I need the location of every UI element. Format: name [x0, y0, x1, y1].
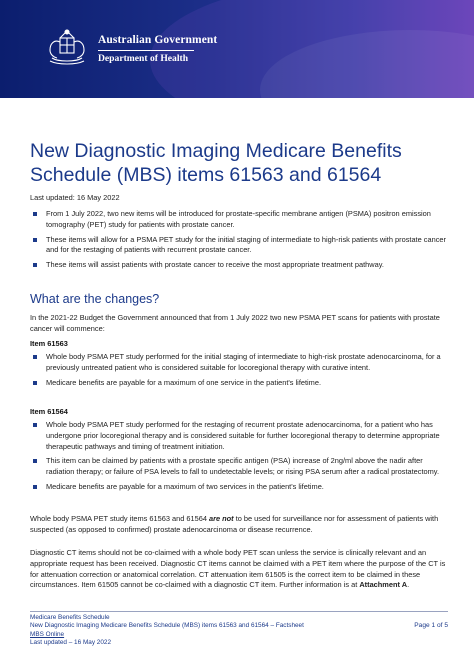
footer	[30, 614, 304, 648]
item-61564-bullets	[30, 420, 448, 497]
surveillance-text: Whole body PSMA PET study items 61563 and 61564	[30, 514, 209, 523]
department-name: Department of Health	[98, 53, 189, 64]
list-item: These items will assist patients with prostate cancer to receive the most appropriate treatment pathway.	[30, 260, 448, 271]
item-heading-61564: Item 61564	[30, 407, 68, 416]
ct-text: Diagnostic CT items should not be co-claimed with a whole body PET scan unless the service is clinically relevant and an appropriate request has been received. Diagnostic CT items cannot be claimed with a PET item where the purpose of the CT is for attenuation correction or anatomical correlation. CT attenuation item 61505 is the correct item to be claimed in these circumstances. Item 61505 cannot be co-claimed with a diagnostic CT item. Further information is at	[30, 548, 446, 590]
page-title: New Diagnostic Imaging Medicare Benefits Schedule (MBS) items 61563 and 61564	[30, 140, 402, 186]
list-item: Whole body PSMA PET study performed for the restaging of recurrent prostate adenocarcinoma, for a patient who has undergone prior locoregional therapy and is considered suitable for further locoregional therapy to determine appropriate therapeutic pathways and timing of treatment initiation.	[30, 420, 448, 452]
item-heading-61563: Item 61563	[30, 339, 68, 348]
government-name: Australian Government	[98, 34, 218, 46]
mbs-online-link[interactable]: MBS Online	[30, 630, 65, 638]
changes-intro: In the 2021-22 Budget the Government announced that from 1 July 2022 two new PSMA PET scans for patients with prostate cancer will commence:	[30, 313, 440, 333]
ct-paragraph	[30, 548, 448, 591]
list-item: These items will allow for a PSMA PET study for the initial staging of intermediate to high-risk patients with prostate cancer and for the restaging of patients with recurrent prostate cancer.	[30, 235, 448, 257]
footer-divider	[30, 611, 448, 612]
surveillance-text-end: to be used for surveillance nor for assessment of patients with suspected (as opposed to confirmed) prostate adenocarcinoma or disease recurrence.	[30, 514, 439, 534]
surveillance-paragraph	[30, 514, 448, 536]
header-divider	[98, 50, 194, 51]
list-item: Medicare benefits are payable for a maximum of two services in the patient's lifetime.	[30, 482, 448, 493]
footer-line: Medicare Benefits Schedule	[30, 614, 110, 621]
emphasis-text: are not	[209, 514, 234, 523]
intro-bullet-list	[30, 209, 448, 275]
item-61563-bullets	[30, 352, 448, 392]
list-item: Whole body PSMA PET study performed for the initial staging of intermediate to high-risk prostate adenocarcinoma, for a previously untreated patient who is considered suitable for locoregional therapy with curative intent.	[30, 352, 448, 374]
attachment-link[interactable]: Attachment A	[359, 580, 408, 590]
ct-text-end: .	[407, 580, 410, 590]
list-item: Medicare benefits are payable for a maximum of one service in the patient's lifetime.	[30, 378, 448, 389]
list-item: From 1 July 2022, two new items will be introduced for prostate-specific membrane antigen (PSMA) positron emission tomography (PET) study for patients with prostate cancer.	[30, 209, 448, 231]
page-number: Page 1 of 5	[414, 622, 448, 629]
section-heading: What are the changes?	[30, 292, 160, 306]
footer-line: New Diagnostic Imaging Medicare Benefits Schedule (MBS) items 61563 and 61564 – Factsheet	[30, 622, 304, 630]
list-item: This item can be claimed by patients with a prostate specific antigen (PSA) increase of 2ng/ml above the nadir after radiation therapy; or failure of PSA levels to fall to undetectable levels; or rising PSA serum after a radical prostatectomy.	[30, 456, 448, 478]
footer-line: Last updated – 16 May 2022	[30, 639, 112, 647]
coat-of-arms-icon	[44, 28, 90, 66]
header-banner	[0, 0, 474, 98]
last-updated: Last updated: 16 May 2022	[30, 193, 120, 202]
